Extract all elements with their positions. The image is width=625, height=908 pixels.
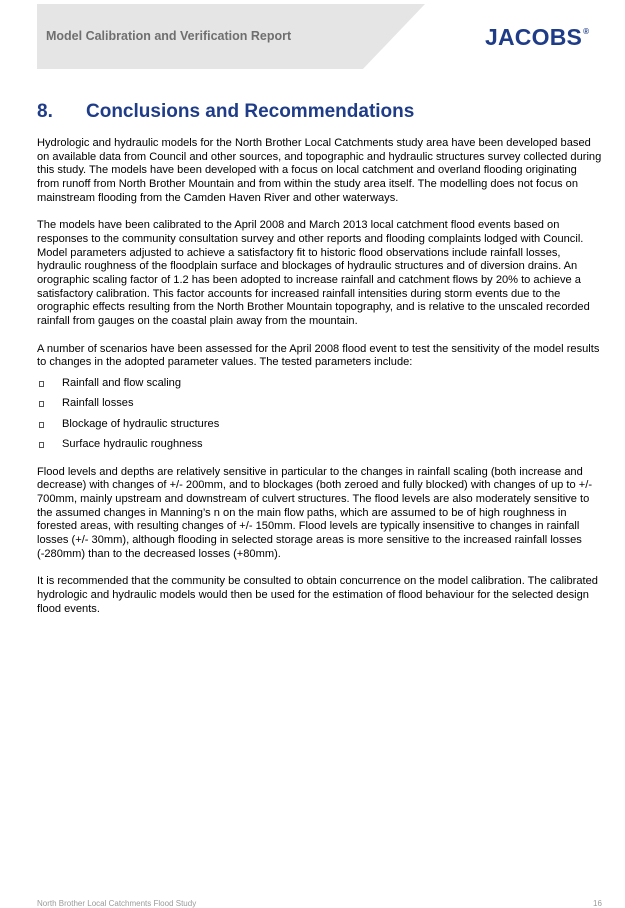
list-item-text: Rainfall and flow scaling: [62, 376, 182, 389]
square-bullet-icon: [39, 381, 44, 387]
list-item: [37, 418, 602, 432]
square-bullet-icon: [39, 401, 44, 407]
square-bullet-icon: [39, 422, 44, 428]
section-title: Conclusions and Recommendations: [86, 101, 415, 122]
paragraph: The models have been calibrated to the April 2008 and March 2013 local catchment flood events based on responses to the community consultation survey and other reports and flooding complaints lodged with Council. Model parameters adjusted to achieve a satisfactory fit to historic flood observations include rainfall losses, hydraulic roughness of the floodplain surface and blockages of hydraulic structures and of diversion drains. An orographic scaling factor of 1.2 has been adopted to increase rainfall and catchment flows by 20% to achieve a satisfactory calibration. This factor accounts for increased rainfall intensities during storm events due to the orographic effects resulting from the North Brother Mountain topography, and is relative to the unscaled recorded rainfall from gauges on the coastal plain away from the mountain.: [37, 219, 590, 328]
report-title: Model Calibration and Verification Report: [46, 29, 292, 43]
paragraph: It is recommended that the community be consulted to obtain concurrence on the model calibration. The calibrated hydrologic and hydraulic models would then be used for the estimation of flood behaviour for the selected design flood events.: [37, 575, 598, 615]
list-item: [37, 397, 602, 411]
list-item: [37, 438, 602, 452]
parameter-list: [37, 377, 602, 452]
logo-text: JACOBS: [485, 24, 583, 50]
footer-document-title: North Brother Local Catchments Flood Study: [37, 899, 197, 908]
body-content: [37, 137, 602, 630]
list-item-text: Surface hydraulic roughness: [62, 438, 203, 451]
jacobs-logo: [485, 24, 589, 51]
paragraph: A number of scenarios have been assessed for the April 2008 flood event to test the sensitivity of the model results to changes in the adopted parameter values. The tested parameters include:: [37, 342, 600, 369]
list-item: [37, 377, 602, 391]
list-item-text: Blockage of hydraulic structures: [62, 417, 220, 430]
list-item-text: Rainfall losses: [62, 397, 134, 410]
section-number: 8.: [37, 101, 53, 122]
paragraph: Hydrologic and hydraulic models for the North Brother Local Catchments study area have been developed based on available data from Council and other sources, and topographic and hydraulic structures survey collected during this study. The models have been developed with a focus on local catchment and overland flooding originating from runoff from North Brother Mountain and from within the study area itself. The modelling does not focus on mainstream flooding from the Camden Haven River and other waterways.: [37, 137, 602, 204]
square-bullet-icon: [39, 442, 44, 448]
paragraph: Flood levels and depths are relatively sensitive in particular to the changes in rainfall scaling (both increase and decrease) with changes of +/- 200mm, and to blockages (both zeroed and fully blocked) with changes of up to +/- 700mm, mainly upstream and downstream of culvert structures. The flood levels are also moderately sensitive to the assumed changes in Manning’s n on the main flow paths, which are assumed to be of high roughness in forested areas, with resulting changes of +/- 150mm. Flood levels are typically insensitive to changes in rainfall losses (+/- 30mm), although flooding in selected storage areas is more sensitive to the increased rainfall losses (-280mm) than to the decreased losses (+80mm).: [37, 465, 593, 560]
section-heading: [37, 101, 414, 123]
footer-page-number: 16: [593, 899, 602, 908]
registered-mark: ®: [583, 27, 590, 36]
